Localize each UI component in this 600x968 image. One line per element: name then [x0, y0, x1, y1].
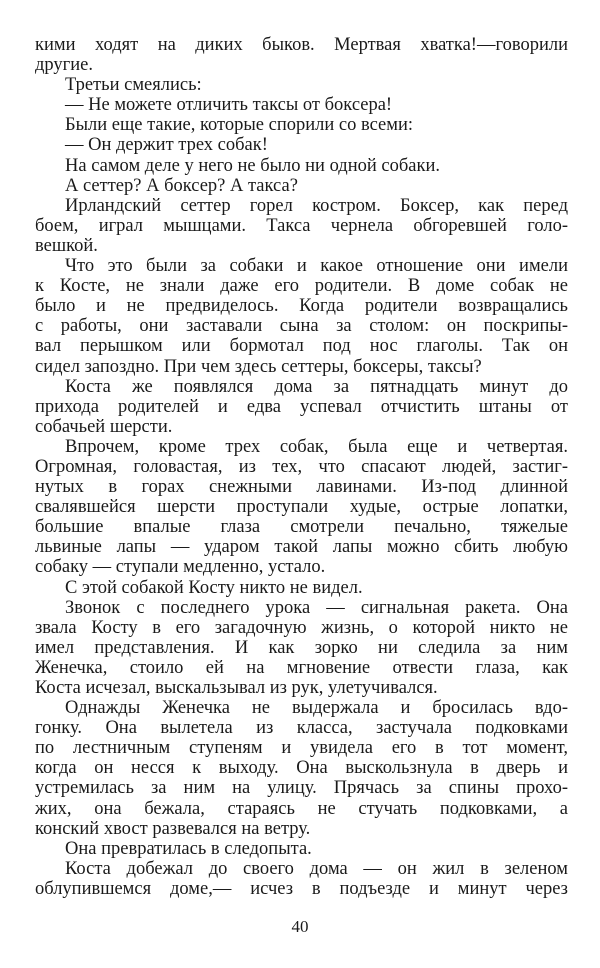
text-line: вешкой. — [35, 235, 98, 256]
text-line: собаку — ступали медленно, устало. — [35, 557, 326, 578]
paragraph — [35, 135, 568, 155]
text-line: — Не можете отличить таксы от боксера! — [65, 95, 393, 116]
text-line: с работы, они заставали сына за столом: он поскрипы- — [35, 316, 568, 337]
text-line: Она превратилась в следопыта. — [65, 838, 312, 859]
text-line: Впрочем, кроме трех собак, была еще и четвертая. — [65, 436, 568, 457]
paragraph — [35, 196, 568, 256]
paragraph — [35, 176, 568, 196]
paragraph — [35, 156, 568, 176]
page-text — [35, 35, 568, 899]
text-line: Однажды Женечка не выдержала и бросилась вдо- — [65, 698, 568, 719]
text-line: А сеттер? А боксер? А такса? — [65, 175, 298, 196]
text-line: львиные лапы — ударом такой лапы можно сбить любую — [35, 537, 568, 558]
text-line: собачьей шерсти. — [35, 416, 173, 437]
paragraph — [35, 598, 568, 698]
text-line: Звонок с последнего урока — сигнальная ракета. Она — [65, 597, 568, 618]
text-line: С этой собакой Косту никто не видел. — [65, 577, 363, 598]
paragraph — [35, 35, 568, 75]
text-line: Коста добежал до своего дома — он жил в зеленом — [65, 858, 568, 879]
text-line: боем, играл мышцами. Такса чернела обгоревшей голо- — [35, 215, 568, 236]
text-line: большие впалые глаза смотрели печально, тяжелые — [35, 517, 568, 538]
paragraph — [35, 256, 568, 377]
text-line: Огромная, головастая, из тех, что спасают людей, застиг- — [35, 456, 568, 477]
text-line: Третьи смеялись: — [65, 75, 202, 96]
text-line: прихода родителей и едва успевал отчистить штаны от — [35, 396, 568, 417]
paragraph — [35, 839, 568, 859]
text-line: нутых в горах снежными лавинами. Из-под длинной — [35, 477, 568, 498]
text-line: Что это были за собаки и какое отношение они имели — [65, 256, 568, 277]
text-line: Женечка, стоило ей на мгновение отвести глаза, как — [35, 657, 568, 678]
paragraph — [35, 95, 568, 115]
text-line: Коста же появлялся дома за пятнадцать минут до — [65, 376, 568, 397]
paragraph — [35, 859, 568, 899]
paragraph — [35, 115, 568, 135]
paragraph — [35, 437, 568, 578]
text-line: гонку. Она вылетела из класса, застучала подковками — [35, 718, 568, 739]
text-line: жих, она бежала, стараясь не стучать подковками, а — [35, 798, 568, 819]
text-line: свалявшейся шерсти проступали худые, острые лопатки, — [35, 497, 568, 518]
page-number: 40 — [291, 917, 309, 936]
text-line: когда он несся к выходу. Она выскользнула в дверь и — [35, 758, 568, 779]
text-line: конский хвост развевался на ветру. — [35, 818, 311, 839]
text-line: к Косте, не знали даже его родители. В доме собак не — [35, 276, 568, 297]
text-line: по лестничным ступеням и увидела его в тот момент, — [35, 738, 568, 759]
text-line: Коста исчезал, выскальзывал из рук, улетучивался. — [35, 678, 438, 698]
text-line: вал перышком или бормотал под нос глаголы. Так он — [35, 336, 568, 357]
text-line: кими ходят на диких быков. Мертвая хватка!—говорили — [35, 35, 568, 55]
text-line: сидел запоздно. При чем здесь сеттеры, боксеры, таксы? — [35, 356, 482, 377]
text-line: На самом деле у него не было ни одной собаки. — [65, 155, 440, 176]
paragraph — [35, 578, 568, 598]
text-line: облупившемся доме,— исчез в подъезде и минут через — [35, 878, 568, 899]
paragraph — [35, 698, 568, 839]
text-line: устремилась за ним на улицу. Прячась за спины прохо- — [35, 778, 568, 799]
paragraph — [35, 377, 568, 437]
text-line: имел представления. И как зорко ни следила за ним — [35, 637, 568, 658]
text-line: звала Косту в его загадочную жизнь, о которой никто не — [35, 617, 568, 638]
text-line: Были еще такие, которые спорили со всеми: — [65, 115, 414, 136]
text-line: другие. — [35, 55, 93, 76]
text-line: — Он держит трех собак! — [65, 135, 268, 156]
text-line: было и не предвиделось. Когда родители возвращались — [35, 296, 568, 317]
paragraph — [35, 75, 568, 95]
text-line: Ирландский сеттер горел костром. Боксер, как перед — [65, 195, 568, 216]
